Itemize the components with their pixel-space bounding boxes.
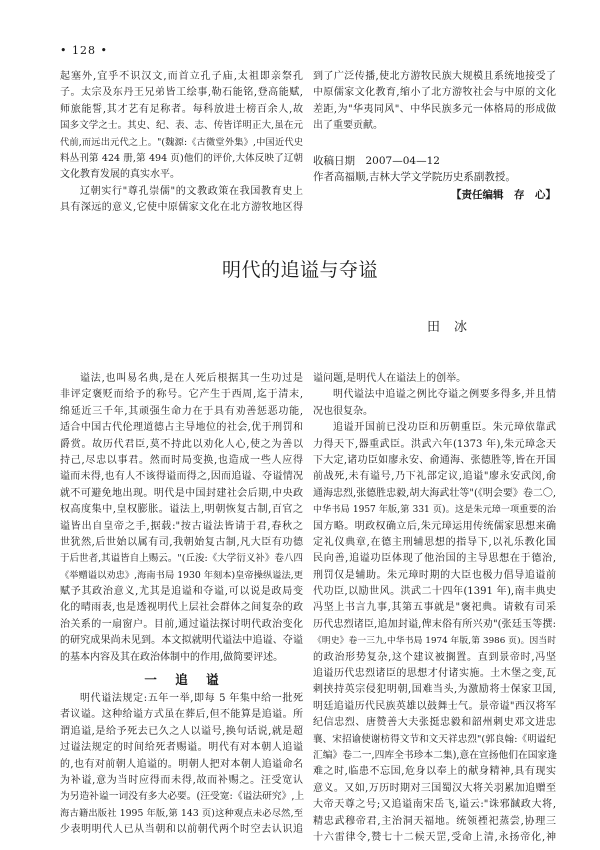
text-line: 下大定,诸功臣如廖永安、俞通海、张德胜等,皆在开国 xyxy=(313,454,556,466)
text-line: 过谥法规定的时间给死者赐谥。明代有对本朝人追谥 xyxy=(60,742,303,754)
text-line: 汇编》卷二一,四库全书珍本二集),意在宣扬他们在国家逢 xyxy=(313,749,557,761)
text-line: 具有深远的意义,它使中原儒家文化在北方游牧地区得 xyxy=(60,202,303,214)
text-line: 子。太宗及东丹王兄弟皆工绘事,勒石能铭,登高能赋, xyxy=(60,87,303,99)
received-date: 收稿日期 2007—04—12 xyxy=(313,154,440,167)
text-line: 冯坚上书言九事,其第五事就是"褒祀典。请敕有司采 xyxy=(313,602,556,614)
text-line: 民向善,追谥功臣体现了他治国的主导思想在于德治, xyxy=(313,553,556,565)
text-line: 谥问题,是明代人在谥法上的创举。 xyxy=(313,373,467,384)
paragraph xyxy=(60,184,303,217)
text-line: 非评定褒贬而给予的称号。它产生于西周,迄于清末, xyxy=(60,389,303,401)
text-line: 差距,为"华夷同风"、中华民族多元一体格局的形成做 xyxy=(313,103,556,115)
article-right-column xyxy=(313,371,556,846)
text-line: 的政治形势复杂,这个建议被搁置。直到景帝时,冯坚 xyxy=(313,651,556,663)
article-intro xyxy=(60,371,303,666)
text-line: 追谥开国前已没功臣和历朝重臣。朱元璋依靠武 xyxy=(333,422,556,434)
text-line: 意义。又如,万历时期对三国蜀汉大将关羽累加追赠至 xyxy=(313,782,556,794)
text-line: 师旅能誓,其才艺有足称者。每科放进士榜百余人,故 xyxy=(60,103,303,115)
text-line: 谓追谥,是给予死去已久之人以谥号,换句话说,就是超 xyxy=(60,725,303,737)
paragraph xyxy=(313,69,556,135)
text-line: 谥皆出自皇帝之手,据载:"按古谥法皆请于君,春秋之 xyxy=(60,520,303,532)
text-line: 国多文学之士。其史、纪、表、志、传皆详明正大,虽在元 xyxy=(60,120,303,132)
text-line: 赋予其政治意义,尤其是追谥和夺谥,可以说是政局变 xyxy=(60,586,303,598)
text-line: 襄、宋招谕使谢枋得文节和文天祥忠烈"(郭良翰:《明谥纪 xyxy=(313,733,556,745)
paragraph xyxy=(313,387,556,420)
text-line: 为补谥,意为当时应得而未得,故而补赐之。汪受宽认 xyxy=(60,774,303,786)
text-line: 持己,尽忠以事君。然而时局变换,也造成一些人应得 xyxy=(60,454,303,466)
text-line: 明代谥法中追谥之例比夺谥之例要多得多,并且情 xyxy=(333,389,556,401)
paragraph xyxy=(60,371,303,666)
text-line: 的,也有对前朝人追谥的。明朝人把对本朝人追谥命名 xyxy=(60,758,303,770)
text-line: 世犹然,后世始以属有司,我朝始复古制,凡大臣有功德 xyxy=(60,536,303,548)
prev-article-left-column xyxy=(60,69,303,217)
text-line: 的基本内容及其在政治体制中的作用,做简要评述。 xyxy=(60,651,284,663)
paragraph xyxy=(313,371,556,387)
text-line: 化的晴雨表,也是透视明代上层社会群体之间复杂的政 xyxy=(60,602,303,614)
prev-article-right-column xyxy=(313,69,556,202)
text-line: 况也很复杂。 xyxy=(313,405,373,417)
text-line: 辽朝实行"尊孔崇儒"的文教政策在我国教育史上 xyxy=(80,185,303,197)
text-line: 代功臣,以励世风。洪武二十四年(1391 年),南丰典史 xyxy=(313,586,556,598)
article-title: 明代的追谥与夺谥 xyxy=(221,259,378,281)
text-line: 《明史》卷一三九,中华书局 1974 年版,第 3986 页)。因当时 xyxy=(313,636,556,647)
paragraph xyxy=(60,69,303,184)
section-heading: 一 追 谥 xyxy=(144,672,219,687)
paragraph xyxy=(60,691,303,839)
text-line: 前战死,未有谥号,乃下礼部定议,追谥"廖永安武闵,俞 xyxy=(313,471,556,483)
text-line: 定礼仪典章,在德主刑辅思想的指导下,以礼乐教化国 xyxy=(313,536,556,548)
text-line: 文化教育发展的真实水平。 xyxy=(60,169,180,181)
text-line: 于后世者,其谥皆自上赐云。"(丘浚:《大学衍义补》卷八四 xyxy=(60,553,303,565)
text-line: 权高度集中,皇权膨胀。谥法上,明朝恢复古制,百官之 xyxy=(60,504,303,516)
text-line: 为另造补谥一词没有多大必要。(汪受宽:《谥法研究》,上 xyxy=(60,791,305,803)
text-line: 难之时,临患不忘国,危身以奉上的献身精神,具有现实 xyxy=(313,766,556,778)
text-line: 者议谥。这种给谥方式虽在葬后,但不能算是追谥。所 xyxy=(60,709,303,721)
text-line: 绵延近三千年,其顽强生命力在于具有劝善惩恶功能, xyxy=(60,405,303,417)
text-line: 《举赠谥以劝忠》,海南书局 1930 年刻本)皇帝操纵谥法,更 xyxy=(60,569,303,581)
page-number: • 128 • xyxy=(60,44,108,57)
article-section-one xyxy=(60,691,303,839)
text-line: 谥而未得,也有人不该得谥而得之,因而追谥、夺谥情况 xyxy=(60,471,303,483)
responsible-editor: 【责任编辑 存 心】 xyxy=(451,189,556,202)
text-line: 的研究成果尚未见到。本文拟就明代谥法中追谥、夺谥 xyxy=(60,635,303,647)
text-line: 海古籍出版社 1995 年版,第 143 页)这种观点未必尽然,至 xyxy=(60,807,303,819)
text-line: 起塞外,宜乎不识汉文,而首立孔子庙,太祖即亲祭孔 xyxy=(60,71,303,82)
text-line: 中原儒家文化教育,缩小了北方游牧社会与中原的文化 xyxy=(313,87,556,99)
text-line: 国方略。明政权确立后,朱元璋运用传统儒家思想来确 xyxy=(313,520,556,532)
text-line: 追谥历代忠烈诸臣的思想才付诸实施。土木堡之变,瓦 xyxy=(313,668,556,680)
text-line: 大帝天尊之号;又追谥南宋岳飞,谥云:"诛邪馘政大将, xyxy=(313,799,556,811)
text-line: 治关系的一扇窗户。目前,通过谥法探讨明代政治变化 xyxy=(60,618,303,630)
text-line: 刑罚仅是辅助。朱元璋时期的大臣也极力倡导追谥前 xyxy=(313,569,556,581)
prev-article-conclusion xyxy=(313,69,556,135)
text-line: 代前,而远出元代之上。"(魏源:《古微堂外集》,中国近代史 xyxy=(60,136,303,148)
article-author: 田冰 xyxy=(427,320,482,335)
text-line: 剌挟持英宗侵犯明朝,国难当头,为激励将士保家卫国, xyxy=(313,684,556,696)
text-line: 明廷追谥历代民族英雄以鼓舞士气。景帝谥"西汉将军 xyxy=(313,700,556,712)
text-line: 力得天下,器重武臣。洪武六年(1373 年),朱元璋念天 xyxy=(313,438,556,450)
text-line: 爵赏。故历代君臣,莫不持此以劝化人心,使之为善以 xyxy=(60,438,303,450)
text-line: 料丛刊第 424 册,第 494 页)他们的评价,大体反映了辽朝 xyxy=(60,152,303,164)
text-line: 中华书局 1957 年版,第 331 页)。这是朱元璋一项重要的治 xyxy=(313,505,556,516)
text-line: 精忠武穆帝君,主治洞天福地。统领禋祀蒸尝,协理三 xyxy=(313,815,556,827)
text-line: 适合中国古代伦理道德占主导地位的社会,优于刑罚和 xyxy=(60,422,303,434)
text-line: 通海忠烈,张德胜忠毅,胡大海武壮等"(《明会要》卷二〇, xyxy=(313,487,557,499)
text-line: 十六雷律令,赞七十二候天罡,受命上清,永扬帝化,神 xyxy=(313,831,556,843)
paragraph xyxy=(313,420,556,846)
text-line: 到了广泛传播,使北方游牧民族大规模且系统地接受了 xyxy=(313,71,556,82)
text-line: 谥法,也叫易名典,是在人死后根据其一生功过是 xyxy=(80,373,303,384)
text-line: 就不可避免地出现。明代是中国封建社会后期,中央政 xyxy=(60,487,303,499)
text-line: 少表明明代人已从当朝和以前朝代两个时空去认识追 xyxy=(60,824,303,836)
text-line: 纪信忠烈、唐赞善大夫张挺忠毅和韶州刺史邓文进忠 xyxy=(313,717,556,729)
text-line: 出了重要贡献。 xyxy=(313,120,383,132)
author-note: 作者高福顺,吉林大学文学院历史系副教授。 xyxy=(313,170,516,183)
text-line: 历代忠烈诸臣,追加封谥,俾末俗有所兴劝"(张廷玉等撰: xyxy=(313,618,556,630)
text-line: 明代谥法规定:五年一举,即每 5 年集中给一批死 xyxy=(80,693,303,704)
